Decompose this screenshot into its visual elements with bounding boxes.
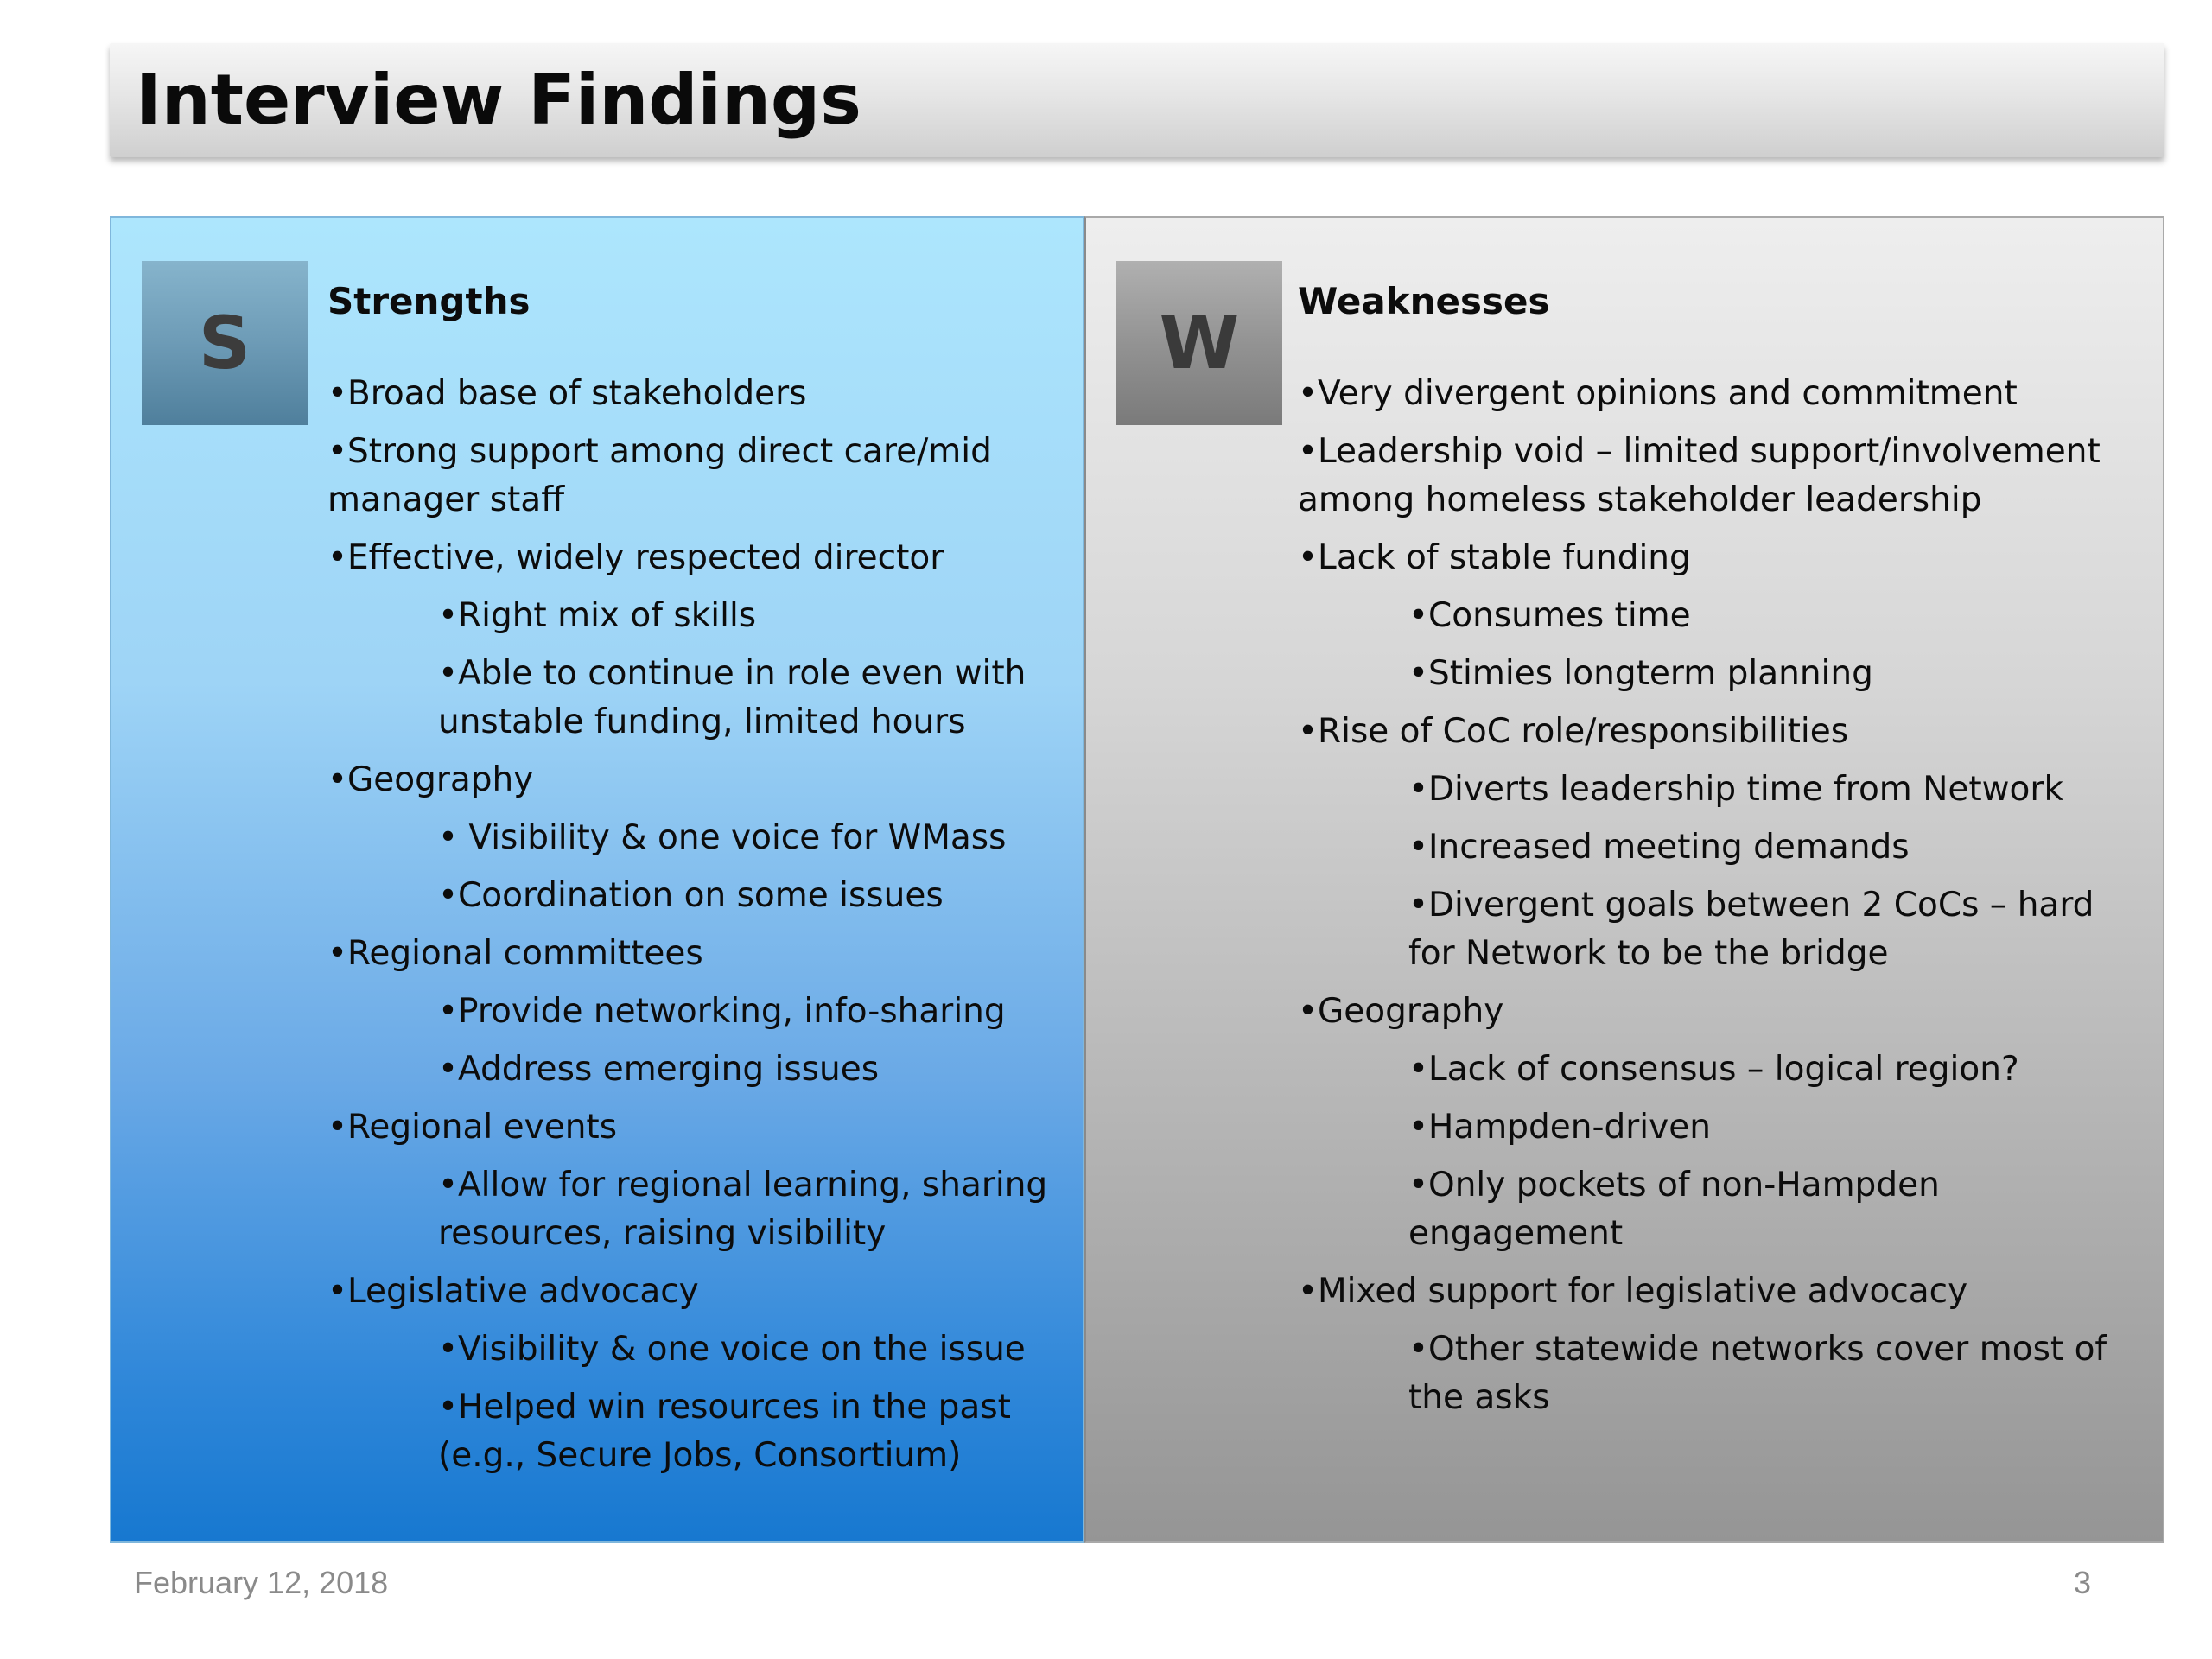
strengths-bullet-level2: •Right mix of skills: [438, 596, 757, 635]
weaknesses-bullet-level2: •Lack of consensus – logical region?: [1408, 1050, 2019, 1089]
title-bar: [110, 43, 2164, 157]
strengths-bullet-level1: •Regional events: [327, 1108, 618, 1147]
strengths-content: [327, 280, 1065, 1490]
weaknesses-bullet-level1: •Leadership void – limited support/involvement among homeless stakeholder leadership: [1298, 432, 2101, 519]
weaknesses-bullet-level1: •Mixed support for legislative advocacy: [1298, 1272, 1968, 1311]
weaknesses-bullet-level2: •Increased meeting demands: [1408, 828, 1910, 867]
weaknesses-bullet-level2: •Consumes time: [1408, 596, 1691, 635]
weaknesses-bullet-level2: •Only pockets of non-Hampden engagement: [1408, 1166, 1940, 1253]
page-number: 3: [2073, 1565, 2091, 1600]
strengths-bullet-level1: •Geography: [327, 760, 534, 799]
strengths-panel: [110, 216, 1084, 1543]
weaknesses-bullet-level1: •Very divergent opinions and commitment: [1298, 374, 2018, 413]
weaknesses-heading: Weaknesses: [1298, 280, 1550, 322]
weaknesses-bullet-level2: •Hampden-driven: [1408, 1108, 1711, 1147]
strengths-bullet-level2: •Allow for regional learning, sharing resources, raising visibility: [438, 1166, 1048, 1253]
strengths-bullet-level1: •Regional committees: [327, 934, 703, 973]
weaknesses-content: [1298, 280, 2145, 1432]
strengths-heading: Strengths: [327, 280, 531, 322]
footer-date: February 12, 2018: [134, 1565, 389, 1600]
weaknesses-bullet-level2: •Divergent goals between 2 CoCs – hard for Network to be the bridge: [1408, 886, 2094, 973]
weaknesses-bullet-level1: •Lack of stable funding: [1298, 538, 1691, 577]
strengths-bullet-level1: •Strong support among direct care/mid manager staff: [327, 432, 992, 519]
strengths-bullet-level2: •Coordination on some issues: [438, 876, 944, 915]
strengths-bullet-level2: •Address emerging issues: [438, 1050, 880, 1089]
strengths-bullet-level1: •Broad base of stakeholders: [327, 374, 807, 413]
weaknesses-bullet-level1: •Rise of CoC role/responsibilities: [1298, 712, 1849, 751]
weaknesses-bullet-level1: •Geography: [1298, 992, 1504, 1031]
weaknesses-list: [1298, 370, 2145, 1422]
strengths-list: [327, 370, 1065, 1480]
weaknesses-bullet-level2: •Other statewide networks cover most of the asks: [1408, 1330, 2107, 1417]
strengths-bullet-level2: •Provide networking, info-sharing: [438, 992, 1006, 1031]
strengths-bullet-level1: •Effective, widely respected director: [327, 538, 944, 577]
weaknesses-bullet-level2: •Diverts leadership time from Network: [1408, 770, 2064, 809]
strengths-bullet-level2: •Able to continue in role even with unstable funding, limited hours: [438, 654, 1027, 741]
slide-title: Interview Findings: [136, 60, 861, 140]
strengths-bullet-level2: • Visibility & one voice for WMass: [438, 818, 1007, 857]
weaknesses-letter-tile: W: [1116, 261, 1282, 425]
weaknesses-bullet-level2: •Stimies longterm planning: [1408, 654, 1873, 693]
strengths-letter-tile: S: [142, 261, 308, 425]
strengths-bullet-level2: •Visibility & one voice on the issue: [438, 1330, 1026, 1369]
strengths-bullet-level2: •Helped win resources in the past (e.g., Secure Jobs, Consortium): [438, 1388, 1011, 1475]
strengths-bullet-level1: •Legislative advocacy: [327, 1272, 699, 1311]
weaknesses-panel: [1084, 216, 2164, 1543]
